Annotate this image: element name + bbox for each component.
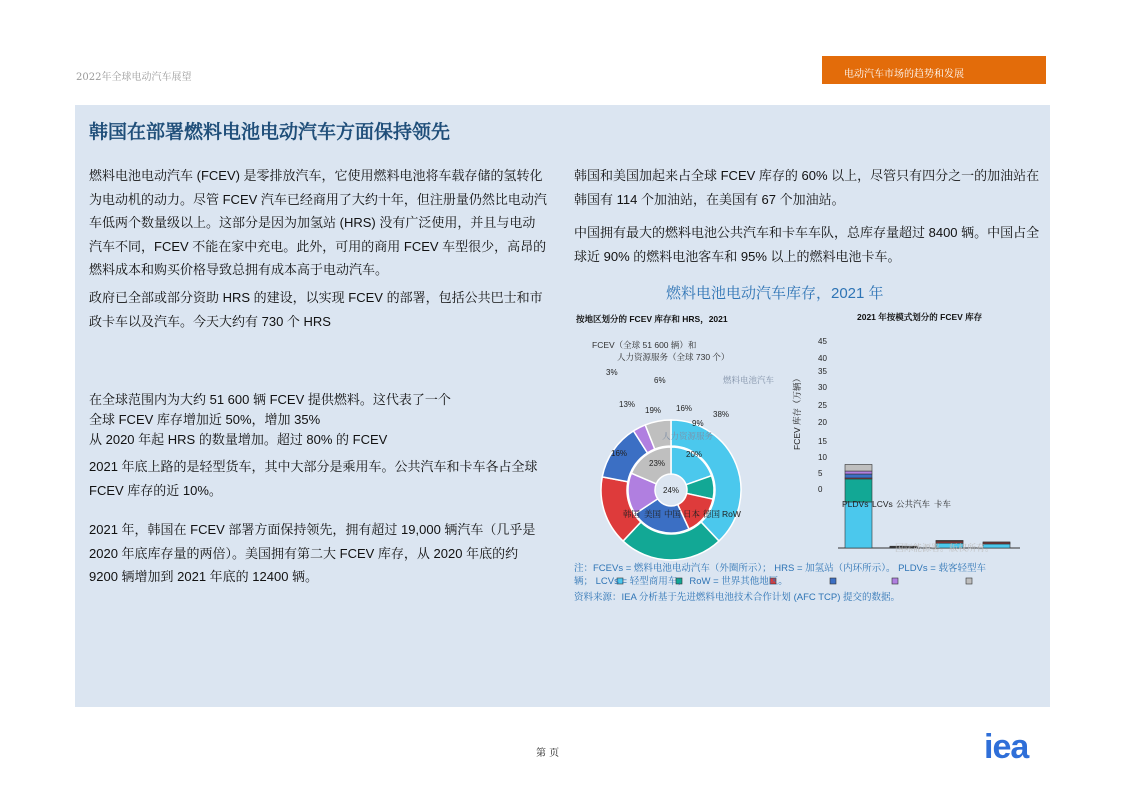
y-tick-label: 30 [818, 383, 827, 392]
y-tick-label: 20 [818, 418, 827, 427]
text-line: 政卡车以及汽车。今天大约有 730 个 HRS [89, 313, 331, 329]
figure-notes [574, 562, 986, 588]
y-tick-label: 40 [818, 354, 827, 363]
donut-category-label: 韩国 [623, 509, 641, 519]
donut-category-label: 中国 [664, 509, 682, 519]
text-line: 从 2020 年起 HRS 的数量增加。超过 80% 的 FCEV [89, 432, 388, 447]
donut-chart-title: 按地区划分的 FCEV 库存和 HRS，2021 [576, 314, 728, 324]
text-line: 汽车不同，FCEV 不能在家中充电。此外，可用的商用 FCEV 车型很少，高昂的 [89, 238, 547, 254]
bar-segment [936, 540, 963, 541]
y-tick-label: 5 [818, 469, 823, 478]
donut-annotation-line: FCEV（全球 51 600 辆）和 [592, 340, 697, 350]
text-line: 球近 90% 的燃料电池客车和 95% 以上的燃料电池卡车。 [574, 249, 901, 264]
inner-label-19: 19% [645, 406, 662, 415]
text-line: 政府已全部或部分资助 HRS 的建设，以实现 FCEV 的部署，包括公共巴士和市 [89, 290, 543, 305]
text-line: 燃料成本和购买价格导致总拥有成本高于电动汽车。 [89, 262, 389, 277]
y-tick-label: 10 [818, 453, 827, 462]
donut-category-label: 德国 [703, 509, 721, 519]
note-line: 辆； LCVs = 轻型商用车； RoW = 世界其他地区。 [574, 576, 788, 587]
section-tag: 电动汽车市场的趋势和发展 [822, 56, 1046, 84]
donut-category-label: 美国 [644, 509, 662, 519]
bar-category-label: LCVs [872, 499, 893, 509]
donut-category-label: 日本 [683, 509, 701, 519]
page-number: 第 页 [536, 748, 560, 759]
y-tick-label: 35 [818, 367, 827, 376]
report-title: 2022年全球电动汽车展望 [76, 72, 192, 83]
text-line: FCEV 库存的近 10%。 [89, 482, 222, 498]
bar-category-label: 卡车 [934, 499, 952, 509]
copyright-watermark: 国际能源署。版权所有。 [895, 543, 995, 553]
inner-label-23: 23% [649, 459, 666, 468]
outer-label-6: 6% [654, 376, 666, 385]
figure-title: 燃料电池电动汽车库存，2021 年 [666, 285, 884, 302]
outer-label-13: 13% [619, 400, 636, 409]
text-line: 中国拥有最大的燃料电池公共汽车和卡车车队，总库存量超过 8400 辆。中国占全 [574, 225, 1040, 240]
text-line: 全球 FCEV 库存增加近 50%，增加 35% [89, 412, 321, 427]
inner-label-16: 16% [676, 404, 693, 413]
text-line: 2021 年底上路的是轻型货车，其中大部分是乘用车。公共汽车和卡车各占全球 [89, 459, 538, 474]
y-tick-label: 45 [818, 337, 827, 346]
bar-y-axis-label: FCEV 库存（万辆） [792, 373, 802, 450]
bar-y-ticks [818, 337, 827, 494]
outer-label-38: 38% [713, 410, 730, 419]
text-line: 韩国和美国加起来占全球 FCEV 库存的 60% 以上，尽管只有四分之一的加油站在 [574, 168, 1040, 183]
figure-source [574, 591, 900, 605]
iea-logo-icon [984, 730, 1048, 762]
text-line: 燃料电池电动汽车 (FCEV) 是零排放汽车，它使用燃料电池将车载存储的氢转化 [89, 168, 543, 183]
bar-segment [845, 464, 872, 471]
bar-chart-title: 2021 年按模式划分的 FCEV 库存 [857, 312, 983, 322]
donut-category-label: RoW [722, 509, 741, 519]
bar-segment [845, 471, 872, 474]
y-tick-label: 0 [818, 485, 823, 494]
text-line: 9200 辆增加到 2021 年底的 12400 辆。 [89, 569, 319, 584]
y-tick-label: 25 [818, 401, 827, 410]
outer-ring-label: 燃料电池汽车 [723, 375, 775, 385]
y-tick-label: 15 [818, 437, 827, 446]
inner-label-9: 9% [692, 419, 704, 428]
inner-label-20: 20% [686, 450, 703, 459]
text-line: 韩国有 114 个加油站，在美国有 67 个加油站。 [574, 192, 845, 207]
note-line: 注：FCEVs = 燃料电池电动汽车（外圈所示）； HRS = 加氢站（内环所示）。 PLDVs = 载客轻型车 [574, 563, 986, 574]
bar-segment [845, 474, 872, 478]
center-label: 24% [663, 486, 680, 495]
text-line: 为电动机的动力。尽管 FCEV 汽车已经商用了大约十年，但注册量仍然比电动汽 [89, 191, 547, 207]
outer-label-16: 16% [611, 449, 628, 458]
donut-annotation-line: 人力资源服务（全球 730 个） [617, 352, 730, 362]
bar-category-label: PLDVs [842, 499, 869, 509]
bar-category-labels [842, 499, 952, 509]
text-line: 车低两个数量级以上。这部分是因为加氢站 (HRS) 没有广泛使用，并且与电动 [89, 215, 536, 230]
page-title: 韩国在部署燃料电池电动汽车方面保持领先 [89, 122, 451, 143]
inner-ring-label: 人力资源服务 [662, 431, 714, 441]
text-line: 2021 年，韩国在 FCEV 部署方面保持领先，拥有超过 19,000 辆汽车（几乎是 [89, 522, 536, 537]
text-line: 2020 年底库存量的两倍）。美国拥有第二大 FCEV 库存，从 2020 年底的约 [89, 545, 519, 561]
text-line: 在全球范围内为大约 51 600 辆 FCEV 提供燃料。这代表了一个 [89, 392, 451, 407]
bar-category-label: 公共汽车 [896, 499, 931, 509]
svg-text:iea: iea [984, 730, 1029, 762]
outer-label-3: 3% [606, 368, 618, 377]
source-line: 资料来源：IEA 分析基于先进燃料电池技术合作计划 (AFC TCP) 提交的数据。 [574, 592, 901, 603]
